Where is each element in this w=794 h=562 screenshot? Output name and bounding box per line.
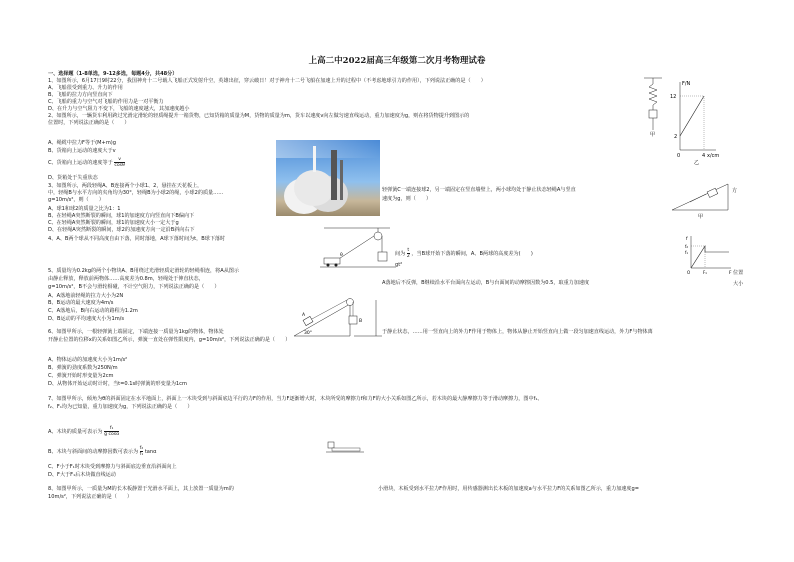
- truck-wheel-icon: [335, 264, 338, 267]
- incline-force-arrow: [690, 194, 706, 202]
- spring-icon: [649, 78, 657, 110]
- q6-option-a: A、物体运动的加速度大小为1m/s²: [48, 357, 128, 363]
- friction-label-F1: F₁: [703, 270, 707, 275]
- q3-stem-right3: 方: [732, 188, 738, 194]
- q7-b-den: f₁: [139, 452, 144, 457]
- section-heading: 一、选择题（1-8单选，9-12多选，每题4分，共48分）: [48, 71, 178, 77]
- q6-stem-cont: 于静止状态，……用一竖直向上的外力F作用于物体上，物体从静止开始竖直向上做一段匀加速直线运动，外力F与物体离: [382, 329, 653, 335]
- q7-stem: 7、如图甲所示，倾角为θ的斜面固定在水平地面上，斜面上一木块受到与斜面底边平行的力F的作用，当力F逐渐增大时，木块所受的摩擦力f和力F的大小关系如图乙所示，若木块的最大静摩擦力等于滑动摩擦力，图中f₁、: [48, 396, 543, 402]
- rocket-launch-photo: [276, 140, 380, 216]
- q1-option-b: B、飞船的拉力方向竖直向下: [48, 92, 113, 98]
- graph-line: [680, 96, 704, 136]
- q2-option-c: [48, 157, 125, 168]
- small-block-icon: [328, 442, 334, 448]
- wall-spring-figure: [326, 440, 366, 462]
- incline-plane-icon: [294, 304, 350, 336]
- q5-option-c: C、A落地后，B向右运动的路程为1.2m: [48, 308, 138, 314]
- pulley-icon: [374, 232, 382, 240]
- q5-stem-right-b: 位置: [733, 270, 744, 276]
- q6-option-d: D、从物体开始运动时计时，当t=0.1s时弹簧的形变量为1cm: [48, 381, 187, 387]
- long-board-icon: [332, 448, 360, 451]
- rope-angle-label: θ: [340, 253, 343, 258]
- friction-graph-figure: [685, 234, 735, 274]
- launch-tower-2: [340, 160, 343, 200]
- q8-stem-cont: 10m/s²，下列说法正确的是（ ）: [48, 494, 133, 500]
- q6-stem-cont2: 开静止位置的位移x的关系如图乙所示，弹簧一直处在弹性限度内，g=10m/s²，下列说法正确的是（ ）: [48, 337, 291, 343]
- q7-option-b-text: B、木块与斜面间的动摩擦因数可表示为: [48, 449, 139, 455]
- graph-tick-y: 12: [670, 94, 677, 100]
- graph-tick-y2: 2: [674, 134, 678, 140]
- q2-frac-num: v: [114, 157, 125, 163]
- q4-frac-num: t: [407, 248, 410, 253]
- q4-stem: 4、A、B两个球从不同高度自由下落，同时落地，A球下落时间为t，B球下落时: [48, 236, 226, 242]
- q3-option-d: D、在轻绳A突然断裂的瞬间，球2的加速度方向一定沿B斜向右下: [48, 227, 195, 233]
- q4-stem-gt2: gt²: [395, 262, 403, 268]
- q7-option-a-text: A、木块的质量可表示为: [48, 429, 103, 435]
- q3-stem: 3、如图所示，两段轻绳A、B连接两个小球1、2，悬挂在天花板上，: [48, 183, 203, 189]
- q1-option-c: C、飞船的重力与空气对飞船的作用力是一对平衡力: [48, 99, 164, 105]
- q4-stem-b: 间为: [395, 251, 406, 257]
- hanging-block-b-label: B: [359, 319, 363, 324]
- q2-option-c-text: C、货箱向上运动的速度等于: [48, 160, 113, 166]
- q5-stem-cont2: g=10m/s²，B不会与滑轮相碰，不计空气阻力，下列说法正确的是（ ）: [48, 284, 220, 290]
- page-title: 上高二中2022届高三年级第二次月考物理试卷: [308, 56, 486, 66]
- q3-stem-cont2: g=10m/s²，则（ ）: [48, 197, 104, 203]
- q1-option-a: A、飞船很受到重力、升力的作用: [48, 85, 123, 91]
- graph-tick-origin: 0: [677, 153, 681, 159]
- incline-pulley-figure: [290, 290, 385, 342]
- q7-option-a-fraction: [104, 426, 119, 437]
- truck-icon: [324, 258, 340, 264]
- incline-label-jia: 甲: [698, 214, 704, 220]
- spring-force-figure: [640, 74, 720, 164]
- q2-frac-den: cosθ: [114, 163, 125, 168]
- q7-a-den: g cosα: [104, 432, 120, 437]
- q5-stem-cont: 由静止释放，释放前两物体……高度差为0.8m，轻绳处于伸直状态，: [48, 276, 204, 282]
- q3-stem-cont: 中，轻绳B与水平方向的夹角均为30°，轻绳B为小球2的绳，小球2的质量……: [48, 190, 224, 196]
- hanging-block-b-icon: [349, 316, 357, 324]
- q6-option-b: B、弹簧的劲度系数为250N/m: [48, 365, 118, 371]
- graph-tick-x: 4: [702, 153, 706, 159]
- q1-option-d: D、在升力与空气阻力不变下，飞船的速度越大，其加速度越小: [48, 106, 190, 112]
- friction-label-origin: O: [687, 270, 691, 275]
- q6-option-c: C、弹簧开始时形变量为2cm: [48, 373, 114, 379]
- q7-b-num: f₂: [139, 446, 144, 451]
- friction-axis-f: f: [686, 237, 688, 242]
- q7-option-b-post: tanα: [144, 449, 157, 455]
- q6-stem: 6、如图甲所示，一根轻弹簧上端固定，下端连接一质量为1kg的物体，物体处: [48, 329, 224, 335]
- graph-x-label: x/cm: [707, 153, 720, 159]
- launch-tower: [331, 150, 337, 200]
- friction-label-f1: f₁: [685, 250, 689, 255]
- q3-stem-right: 轻弹簧C一端连接球2，另一端固定在竖直墙壁上，两小球均处于静止状态轻绳A与竖直: [382, 187, 576, 193]
- pulley-wheel-icon: [347, 299, 354, 306]
- launch-smoke: [294, 170, 334, 206]
- truck-wheel-icon: [327, 264, 330, 267]
- q5-stem-right: A落地后不反弹，B继续沿水平台面向左运动，B与台面间的动摩擦因数为0.5，取重力加速度: [382, 280, 590, 286]
- q4-stem-cont: [395, 248, 533, 259]
- incline-angle-label: 30°: [304, 331, 312, 336]
- q3-stem-right2: 速度为g，则（ ）: [382, 196, 432, 202]
- friction-label-f2: f₂: [685, 244, 689, 249]
- q7-option-a: [48, 426, 119, 437]
- q5-stem: 5、质量均为0.2kg的两个小物块A、B用绕过光滑轻质定滑轮的轻绳相连，将A从图示: [48, 268, 239, 274]
- q2-stem: 2、如图所示，一辆货车利用跨过光滑定滑轮的轻质绳提升一箱货物，已知货箱的质量为M，货物的质量为m，货车以速度v向左做匀速直线运动，重力加速度为g，则在将货物提升到图示的: [48, 113, 470, 119]
- figure-label-jia: 甲: [650, 132, 656, 138]
- sky-cloud: [276, 140, 380, 158]
- incline-figure: [668, 170, 738, 220]
- q2-option-b: B、货箱向上运动的速度大于v: [48, 148, 116, 154]
- q7-option-b-fraction: [140, 446, 143, 457]
- q5-stem-right-c: 大小: [733, 281, 744, 287]
- rocket-icon: [313, 146, 316, 172]
- q5-option-d: D、B运动的平均速度大小为1m/s: [48, 316, 125, 322]
- q8-stem: 8、如图甲所示，一质量为M的长木板静置于光滑水平面上，其上放置一质量为m的: [48, 486, 234, 492]
- block-icon: [649, 110, 657, 118]
- q8-stem-right: 小滑块，木板受到水平拉力F作用时，用传感器测出长木板的加速度a与水平拉力F的关系如图乙所示，重力加速度g=: [378, 486, 639, 492]
- q3-option-b: B、在轻绳A突然断裂的瞬间，球1的加速度方向竖直向下B偏向下: [48, 213, 195, 219]
- q1-stem: 1、如图所示，6月17日9时22分，我国神舟十二号载人飞船正式发射升空，英雄出征，穿云破日！对于神舟十二号飞船在加速上升的过程中（不考虑地球引力的作用），下列说法正确的是（ ）: [48, 78, 486, 84]
- q2-option-d: D、货箱处于失重状态: [48, 175, 98, 181]
- graph-y-label: F/N: [682, 81, 691, 87]
- q2-option-a: A、绳缆中拉力F等于(M+m)g: [48, 140, 116, 146]
- q2-option-c-fraction: [114, 157, 125, 168]
- q7-option-b: [48, 446, 157, 457]
- q4-fraction: [407, 248, 410, 259]
- q2-stem-cont: 位置时，下列说法正确的是（ ）: [48, 120, 130, 126]
- q7-stem-cont: f₂、F₁均为已知量，重力加速度为g，下列说法正确的是（ ）: [48, 404, 193, 410]
- q7-option-d: D、F大于F₁后木块做直线运动: [48, 472, 116, 478]
- figure-label-yi: 乙: [694, 160, 700, 166]
- q3-option-a: A、球1和球2的质量之比为1：1: [48, 206, 121, 212]
- cargo-box-icon: [378, 252, 387, 261]
- incline-block-a-label: A: [302, 313, 306, 318]
- q3-option-c: C、在轻绳A突然断裂的瞬间，球1的加速度大小一定大于g: [48, 220, 179, 226]
- friction-curve: [691, 246, 729, 268]
- q4-stem-c: ，当B球开始下落的瞬间，A、B两球的高度差为( ): [411, 251, 533, 257]
- friction-axis-F: F: [729, 271, 732, 276]
- incline-rope: [310, 300, 347, 320]
- q4-frac-den: 2: [406, 254, 410, 259]
- q5-option-a: A、A落地前轻绳的拉力大小为2N: [48, 293, 124, 299]
- q5-option-b: B、B运动的最大速度为4m/s: [48, 300, 114, 306]
- q7-option-c: C、F小于F₁时木块受到摩擦力与斜面底边垂直沿斜面向上: [48, 464, 177, 470]
- q7-a-num: f₁: [104, 426, 119, 432]
